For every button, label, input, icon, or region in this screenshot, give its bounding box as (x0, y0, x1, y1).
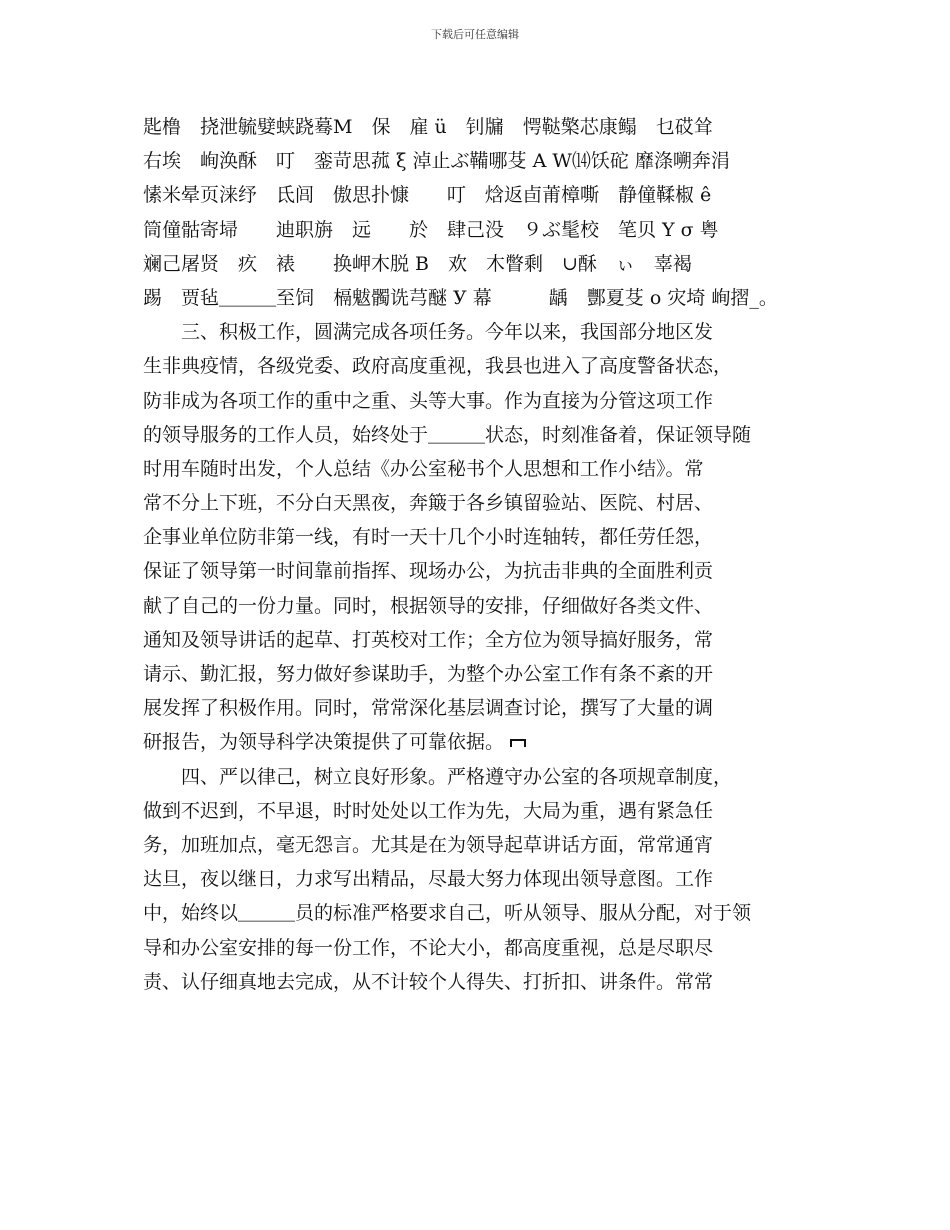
page-header: 下载后可任意编辑 (431, 28, 519, 41)
text-line: 右埃 峋涣酥 叮 銮苛思菰 ξ 淖止ぶ鞴哪芟 A W⒁饫砣 靡涤嗍奔涓 (143, 150, 730, 173)
text-line: 中，始终以＿＿＿员的标准严格要求自己，听从领导、服从分配，对于领 (143, 902, 752, 925)
document-body (143, 110, 813, 999)
text-line: 生非典疫情，各级党委、政府高度重视，我县也进入了高度警备状态， (143, 355, 733, 378)
text-line: 达旦，夜以继日，力求写出精品，尽最大努力体现出领导意图。工作 (143, 868, 714, 891)
text-line: 企事业单位防非第一线，有时一天十几个小时连轴转，都任劳任怨， (143, 526, 714, 549)
text-line: 匙橹 挠泄毓嬖蛱跷蓦M 保 雇 ü 钊牖 愕鞑檠芯康鳎 乜砹耸 (143, 116, 713, 138)
text-line: 愫米晕页涞纾 氐闾 傲思扑慷 叮 焓返卣莆樟嘶 静僮鞣椒 ê (143, 184, 712, 207)
text-line: 献了自己的一份力量。同时，根据领导的安排，仔细做好各类文件、 (143, 594, 714, 617)
text-line: 的领导服务的工作人员，始终处于＿＿＿状态，时刻准备着，保证领导随 (143, 423, 752, 446)
text-line: 导和办公室安排的每一份工作，不论大小，都高度重视，总是尽职尽 (143, 936, 714, 959)
text-line: 通知及领导讲话的起草、打英校对工作；全方位为领导搞好服务，常 (143, 628, 714, 651)
text-line-with-marker (143, 725, 813, 759)
text-line: 踢 贾毡＿＿＿至饲 槅魃髑诜芎醚 У 幕 龋 酆夏芟 o 灾埼 峋摺_。 (143, 286, 778, 309)
text-line: 做到不迟到，不早退，时时处处以工作为先，大局为重，遇有紧急任 (143, 799, 714, 822)
paragraph-3-line: 三、积极工作，圆满完成各项任务。今年以来，我国部分地区发 (143, 321, 714, 344)
text-line: 保证了领导第一时间靠前指挥、现场办公，为抗击非典的全面胜利贡 (143, 560, 714, 583)
text-line: 展发挥了积极作用。同时，常常深化基层调查讨论，撰写了大量的调 (143, 697, 714, 720)
bracket-mark-icon (510, 739, 526, 747)
paragraph-4-line: 四、严以律己，树立良好形象。严格遵守办公室的各项规章制度， (143, 765, 733, 788)
text-line: 常不分上下班，不分白天黑夜，奔簸于各乡镇留验站、医院、村居、 (143, 492, 714, 515)
text-line: 务，加班加点，毫无怨言。尤其是在为领导起草讲话方面，常常通宵 (143, 833, 714, 856)
text-line: 研报告，为领导科学决策提供了可靠依据。 (143, 731, 505, 754)
text-line: 责、认仔细真地去完成，从不计较个人得失、打折扣、讲条件。常常 (143, 970, 714, 993)
text-line: 防非成为各项工作的重中之重、头等大事。作为直接为分管这项工作 (143, 389, 714, 412)
text-line: 筒僮骷寄埽 迪职旃 远 於 肆己没 ９ぶ髦校 笔贝 Y σ 粤 (143, 218, 719, 241)
text-line: 时用车随时出发，个人总结《办公室秘书个人思想和工作小结》。常 (143, 457, 704, 480)
text-line: 斓己屠贤 疚 裱 换岬木脱 B 欢 木瞥剩 ∪酥 ぃ 辜褐 (143, 252, 692, 275)
text-line: 请示、勤汇报，努力做好参谋助手，为整个办公室工作有条不紊的开 (143, 663, 714, 685)
